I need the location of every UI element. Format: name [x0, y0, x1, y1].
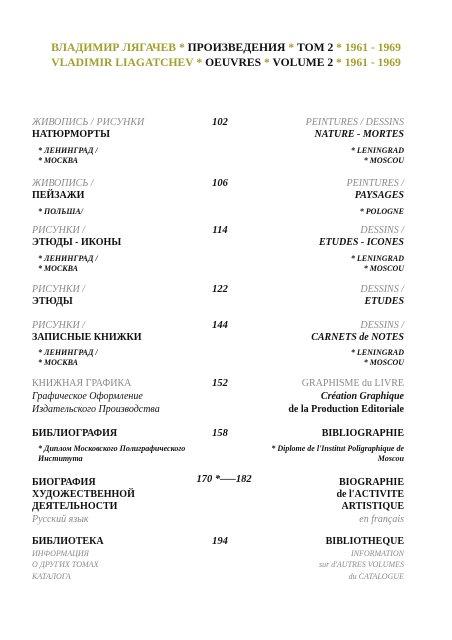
s9-ru-line-3: О ДРУГИХ ТОМАХ — [32, 560, 99, 569]
s8-ru-line-3: ДЕЯТЕЛЬНОСТИ — [32, 501, 118, 512]
s8-fr-line-3: ARTISTIQUE — [341, 501, 404, 512]
s1-ru-note-2: * МОСКВА — [38, 156, 79, 165]
author-ru: ВЛАДИМИР ЛЯГАЧЕВ — [51, 41, 177, 54]
s5-fr-category: DESSINS / — [360, 320, 404, 331]
s1-ru-note-1: * ЛЕНИНГРАД / — [38, 146, 98, 155]
s3-ru-note-1: * ЛЕНИНГРАД / — [38, 254, 98, 263]
s7-fr-note-1: * Diplome de l'Institut Poligraphique de — [271, 444, 404, 453]
s5-page-number: 144 — [212, 320, 228, 331]
s5-ru-category: РИСУНКИ / — [32, 320, 85, 331]
s1-fr-category: PEINTURES / DESSINS — [305, 117, 404, 128]
s2-fr-title: PAYSAGES — [354, 190, 404, 201]
s2-ru-title: ПЕЙЗАЖИ — [32, 190, 85, 201]
s8-fr-line-4: en français — [359, 514, 404, 525]
s6-ru-category: КНИЖНАЯ ГРАФИКА — [32, 378, 132, 389]
sep: * — [333, 56, 345, 69]
s6-fr-line-2: Création Graphique — [320, 391, 404, 402]
s6-ru-line-3: Издательского Производства — [32, 404, 160, 415]
s2-fr-category: PEINTURES / — [346, 178, 404, 189]
s4-fr-title: ETUDES — [364, 296, 404, 307]
title-fr: OEUVRES — [205, 56, 262, 69]
header-line-russian — [0, 41, 452, 54]
s6-fr-line-3: de la Production Editoriale — [288, 404, 404, 415]
s1-fr-note-2: * MOSCOU — [363, 156, 404, 165]
s8-fr-line-1: BIOGRAPHIE — [338, 477, 404, 488]
volume-ru: ТОМ 2 — [297, 41, 334, 54]
s3-ru-title: ЭТЮДЫ - ИКОНЫ — [32, 237, 122, 248]
s7-fr-note-2: Moscou — [377, 454, 404, 463]
s7-ru-note-2: Института — [38, 454, 83, 463]
s2-ru-note-1: * ПОЛЬША/ — [38, 207, 83, 216]
s9-ru-line-2: ИНФОРМАЦИЯ — [32, 549, 89, 558]
sep: * — [333, 41, 345, 54]
s7-page-number: 158 — [212, 428, 228, 439]
s1-page-number: 102 — [212, 117, 228, 128]
s5-fr-note-1: * LENINGRAD — [350, 348, 404, 357]
s9-fr-line-2: INFORMATION — [350, 549, 404, 558]
s3-fr-note-1: * LENINGRAD — [350, 254, 404, 263]
s2-fr-note-1: * POLOGNE — [359, 207, 404, 216]
s5-ru-title: ЗАПИСНЫЕ КНИЖКИ — [32, 332, 142, 343]
sep: * — [193, 56, 206, 69]
s1-fr-title: NATURE - MORTES — [314, 129, 404, 140]
s8-ru-line-2: ХУДОЖЕСТВЕННОЙ — [32, 489, 135, 500]
s7-fr-category: BIBLIOGRAPHIE — [321, 428, 404, 439]
s3-page-number: 114 — [212, 225, 228, 236]
author-fr: VLADIMIR LIAGATCHEV — [51, 56, 194, 69]
s3-fr-note-2: * MOSCOU — [363, 264, 404, 273]
s7-ru-category: БИБЛИОГРАФИЯ — [32, 428, 118, 439]
s4-fr-category: DESSINS / — [360, 284, 404, 295]
s5-ru-note-2: * МОСКВА — [38, 358, 79, 367]
years-fr: 1961 - 1969 — [344, 56, 401, 69]
years-ru: 1961 - 1969 — [344, 41, 401, 54]
s5-ru-note-1: * ЛЕНИНГРАД / — [38, 348, 98, 357]
sep: * — [176, 41, 188, 54]
s8-fr-line-2: de l'ACTIVITE — [336, 489, 404, 500]
s9-ru-line-1: БИБЛИОТЕКА — [32, 536, 104, 547]
s3-fr-category: DESSINS / — [360, 225, 404, 236]
s2-page-number: 106 — [212, 178, 228, 189]
s1-fr-note-1: * LENINGRAD — [350, 146, 404, 155]
s5-fr-title: CARNETS de NOTES — [311, 332, 404, 343]
s5-fr-note-2: * MOSCOU — [363, 358, 404, 367]
header-line-french — [0, 56, 452, 69]
s8-page-range: 170 *—–182 — [196, 474, 252, 485]
s4-page-number: 122 — [212, 284, 228, 295]
s4-ru-category: РИСУНКИ / — [32, 284, 85, 295]
s8-ru-line-4: Русский язык — [32, 514, 89, 525]
title-ru: ПРОИЗВЕДЕНИЯ — [187, 41, 286, 54]
s9-ru-line-4: КАТАЛОГА — [32, 572, 71, 581]
s7-ru-note-1: * Диплом Московского Полиграфического — [38, 444, 186, 453]
s3-ru-category: РИСУНКИ / — [32, 225, 85, 236]
s1-ru-category: ЖИВОПИСЬ / РИСУНКИ — [32, 117, 145, 128]
s9-fr-line-1: BIBLIOTHEQUE — [325, 536, 404, 547]
s3-fr-title: ETUDES - ICONES — [318, 237, 404, 248]
s2-ru-category: ЖИВОПИСЬ / — [32, 178, 94, 189]
s3-ru-note-2: * МОСКВА — [38, 264, 79, 273]
s9-fr-line-4: du CATALOGUE — [348, 572, 404, 581]
s1-ru-title: НАТЮРМОРТЫ — [32, 129, 110, 140]
s9-page-number: 194 — [212, 536, 228, 547]
volume-fr: VOLUME 2 — [272, 56, 334, 69]
s6-fr-category: GRAPHISME du LIVRE — [301, 378, 404, 389]
sep: * — [261, 56, 273, 69]
s6-page-number: 152 — [212, 378, 228, 389]
s8-ru-line-1: БИОГРАФИЯ — [32, 477, 96, 488]
sep: * — [285, 41, 298, 54]
s4-ru-title: ЭТЮДЫ — [32, 296, 73, 307]
s6-ru-line-2: Графическое Оформление — [32, 391, 143, 402]
s9-fr-line-3: sur d'AUTRES VOLUMES — [318, 560, 404, 569]
